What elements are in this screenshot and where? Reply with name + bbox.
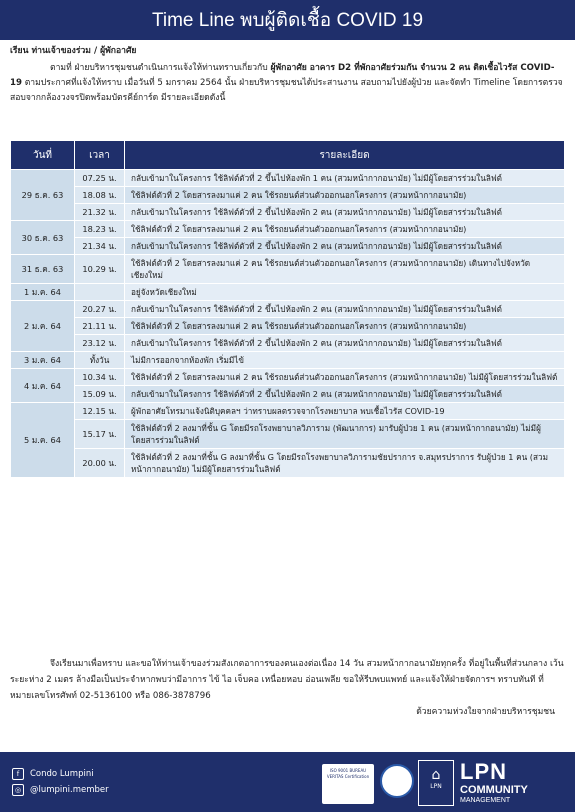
row-detail: ใช้ลิฟต์ตัวที่ 2 โดยสารลงมาแค่ 2 คน ใช้รถยนต์ส่วนตัวออกนอกโครงการ (สวมหน้ากากอนามัย) ไม่มีผู้โดยสารร่วมในลิฟต์ (125, 369, 565, 386)
closing-signature: ด้วยความห่วงใยจากฝ่ายบริหารชุมชน (416, 707, 555, 717)
row-detail: กลับเข้ามาในโครงการ ใช้ลิฟต์ตัวที่ 2 ขึ้นไปห้องพัก 1 คน (สวมหน้ากากอนามัย) ไม่มีผู้โดยสารร่วมในลิฟต์ (125, 170, 565, 187)
table-row (11, 318, 565, 335)
row-detail: ใช้ลิฟต์ตัวที่ 2 ลงมาที่ชั้น G โดยมีรถโรงพยาบาลวิภาราม (พัฒนาการ) มารับผู้ป่วย 1 คน (สวมหน้ากากอนามัย) ไม่มีผู้โดยสารร่วมในลิฟต์ (125, 420, 565, 449)
instagram-link[interactable] (12, 782, 109, 798)
intro-text-a: ตามที่ ฝ่ายบริหารชุมชนดำเนินการแจ้งให้ท่านทราบเกี่ยวกับ (50, 63, 271, 73)
row-detail: อยู่จังหวัดเชียงใหม่ (125, 284, 565, 301)
row-detail: กลับเข้ามาในโครงการ ใช้ลิฟต์ตัวที่ 2 ขึ้นไปห้องพัก 2 คน (สวมหน้ากากอนามัย) ไม่มีผู้โดยสารร่วมในลิฟต์ (125, 301, 565, 318)
table-row (11, 221, 565, 238)
timeline-table (10, 140, 565, 478)
row-time: 15.17 น. (75, 420, 125, 449)
closing-paragraph: จึงเรียนมาเพื่อทราบ และขอให้ท่านเจ้าของร่วมสังเกตอาการของตนเองต่อเนื่อง 14 วัน สวมหน้ากากอนามัยทุกครั้ง ที่อยู่ในพื้นที่ส่วนกลาง เว้นระยะห่าง 2 เมตร ล้างมือเป็นประจำหากพบว่ามีอาการ ไข้ ไอ เจ็บคอ เหนื่อยหอบ อ่อนเพลีย ขอให้รีบพบแพทย์ และแจ้งให้ฝ่ายจัดการฯ ทราบทันที ที่หมายเลขโทรศัพท์ 02-5136100 หรือ 086-3878796 (10, 659, 564, 701)
certification-badge: ISO 9001 BUREAU VERITAS Certification (322, 764, 374, 804)
row-detail: กลับเข้ามาในโครงการ ใช้ลิฟต์ตัวที่ 2 ขึ้นไปห้องพัก 2 คน (สวมหน้ากากอนามัย) ไม่มีผู้โดยสารร่วมในลิฟต์ (125, 204, 565, 221)
row-time: 10.34 น. (75, 369, 125, 386)
row-time: 07.25 น. (75, 170, 125, 187)
header-date: วันที่ (11, 141, 75, 170)
table-row (11, 170, 565, 187)
row-date: 1 ม.ค. 64 (11, 284, 75, 301)
row-detail: กลับเข้ามาในโครงการ ใช้ลิฟต์ตัวที่ 2 ขึ้นไปห้องพัก 2 คน (สวมหน้ากากอนามัย) ไม่มีผู้โดยสารร่วมในลิฟต์ (125, 238, 565, 255)
table-row (11, 187, 565, 204)
row-detail: ไม่มีการออกจากห้องพัก เริ่มมีไข้ (125, 352, 565, 369)
row-time: 15.09 น. (75, 386, 125, 403)
header-time: เวลา (75, 141, 125, 170)
row-time: 12.15 น. (75, 403, 125, 420)
table-row (11, 449, 565, 478)
table-row (11, 238, 565, 255)
row-time: 23.12 น. (75, 335, 125, 352)
row-detail: ใช้ลิฟต์ตัวที่ 2 ลงมาที่ชั้น G ลงมาที่ชั้น G โดยมีรถโรงพยาบาลวิภารามชัยปราการ จ.สมุทรปราการ รับผู้ป่วย 1 คน (สวมหน้ากากอนามัย) ไม่มีผู้โดยสารร่วมในลิฟต์ (125, 449, 565, 478)
intro-text-c: ตามประกาศที่แจ้งให้ทราบ เมื่อวันที่ 5 มกราคม 2564 นั้น ฝ่ายบริหารชุมชนได้ประสานงาน สอบถามไปยังผู้ป่วย และจัดทำ Timeline โดยการตรวจสอบจากกล้องวงจรปิดพร้อมบัตรคีย์การ์ด มีรายละเอียดดังนี้ (10, 78, 563, 103)
header-detail: รายละเอียด (125, 141, 565, 170)
row-detail: ใช้ลิฟต์ตัวที่ 2 โดยสารลงมาแค่ 2 คน ใช้รถยนต์ส่วนตัวออกนอกโครงการ (สวมหน้ากากอนามัย) (125, 318, 565, 335)
table-row (11, 335, 565, 352)
row-date: 4 ม.ค. 64 (11, 369, 75, 403)
lpn-mark-icon: ⌂ (431, 767, 441, 783)
closing-section (10, 656, 565, 720)
row-time: 21.11 น. (75, 318, 125, 335)
brand-name: LPN (460, 759, 507, 784)
row-time: 10.29 น. (75, 255, 125, 284)
table-row (11, 204, 565, 221)
intro-paragraph (10, 61, 565, 106)
brand-line2: MANAGEMENT (460, 797, 511, 804)
facebook-icon: f (12, 768, 24, 780)
row-time: 18.23 น. (75, 221, 125, 238)
facebook-label: Condo Lumpini (30, 769, 94, 779)
row-date: 3 ม.ค. 64 (11, 352, 75, 369)
brand-logo (460, 760, 528, 805)
row-date: 30 ธ.ค. 63 (11, 221, 75, 255)
intro-section (10, 44, 565, 106)
lpn-logo-label: LPN (430, 783, 442, 790)
row-detail: ใช้ลิฟต์ตัวที่ 2 โดยสารลงมาแค่ 2 คน ใช้รถยนต์ส่วนตัวออกนอกโครงการ (สวมหน้ากากอนามัย) (125, 187, 565, 204)
table-row (11, 403, 565, 420)
lpn-logo (418, 760, 454, 806)
certification-seal-icon (380, 764, 414, 798)
row-time: 21.34 น. (75, 238, 125, 255)
row-time (75, 284, 125, 301)
row-date: 5 ม.ค. 64 (11, 403, 75, 478)
table-row (11, 369, 565, 386)
row-detail: กลับเข้ามาในโครงการ ใช้ลิฟต์ตัวที่ 2 ขึ้นไปห้องพัก 2 คน (สวมหน้ากากอนามัย) ไม่มีผู้โดยสารร่วมในลิฟต์ (125, 335, 565, 352)
row-date: 31 ธ.ค. 63 (11, 255, 75, 284)
table-row (11, 352, 565, 369)
row-time: ทั้งวัน (75, 352, 125, 369)
row-detail: กลับเข้ามาในโครงการ ใช้ลิฟต์ตัวที่ 2 ขึ้นไปห้องพัก 2 คน (สวมหน้ากากอนามัย) ไม่มีผู้โดยสารร่วมในลิฟต์ (125, 386, 565, 403)
row-detail: ผู้พักอาศัยโทรมาแจ้งนิติบุคคลฯ ว่าทราบผลตรวจจากโรงพยาบาล พบเชื้อไวรัส COVID-19 (125, 403, 565, 420)
intro-text-bold: ผู้พักอาศัย อาคาร D2 ที่พักอาศัยร่วมกัน จำนวน 2 คน ติดเชื้อไวรัส COVID-19 (10, 63, 555, 88)
social-links (12, 766, 109, 798)
row-date: 29 ธ.ค. 63 (11, 170, 75, 221)
row-time: 18.08 น. (75, 187, 125, 204)
table-row (11, 301, 565, 318)
brand-line1: COMMUNITY (460, 784, 528, 796)
row-date: 2 ม.ค. 64 (11, 301, 75, 352)
table-header-row (11, 141, 565, 170)
instagram-icon: ◎ (12, 784, 24, 796)
row-time: 21.32 น. (75, 204, 125, 221)
facebook-link[interactable] (12, 766, 109, 782)
row-detail: ใช้ลิฟต์ตัวที่ 2 โดยสารลงมาแค่ 2 คน ใช้รถยนต์ส่วนตัวออกนอกโครงการ (สวมหน้ากากอนามัย) เดินทางไปจังหวัดเชียงใหม่ (125, 255, 565, 284)
table-row (11, 386, 565, 403)
table-row (11, 420, 565, 449)
timeline-body (11, 170, 565, 478)
row-time: 20.27 น. (75, 301, 125, 318)
row-time: 20.00 น. (75, 449, 125, 478)
salutation: เรียน ท่านเจ้าของร่วม / ผู้พักอาศัย (10, 46, 137, 56)
table-row (11, 255, 565, 284)
page-title: Time Line พบผู้ติดเชื้อ COVID 19 (0, 0, 575, 40)
row-detail: ใช้ลิฟต์ตัวที่ 2 โดยสารลงมาแค่ 2 คน ใช้รถยนต์ส่วนตัวออกนอกโครงการ (สวมหน้ากากอนามัย) (125, 221, 565, 238)
footer-bar (0, 752, 575, 812)
instagram-label: @lumpini.member (30, 785, 109, 795)
table-row (11, 284, 565, 301)
